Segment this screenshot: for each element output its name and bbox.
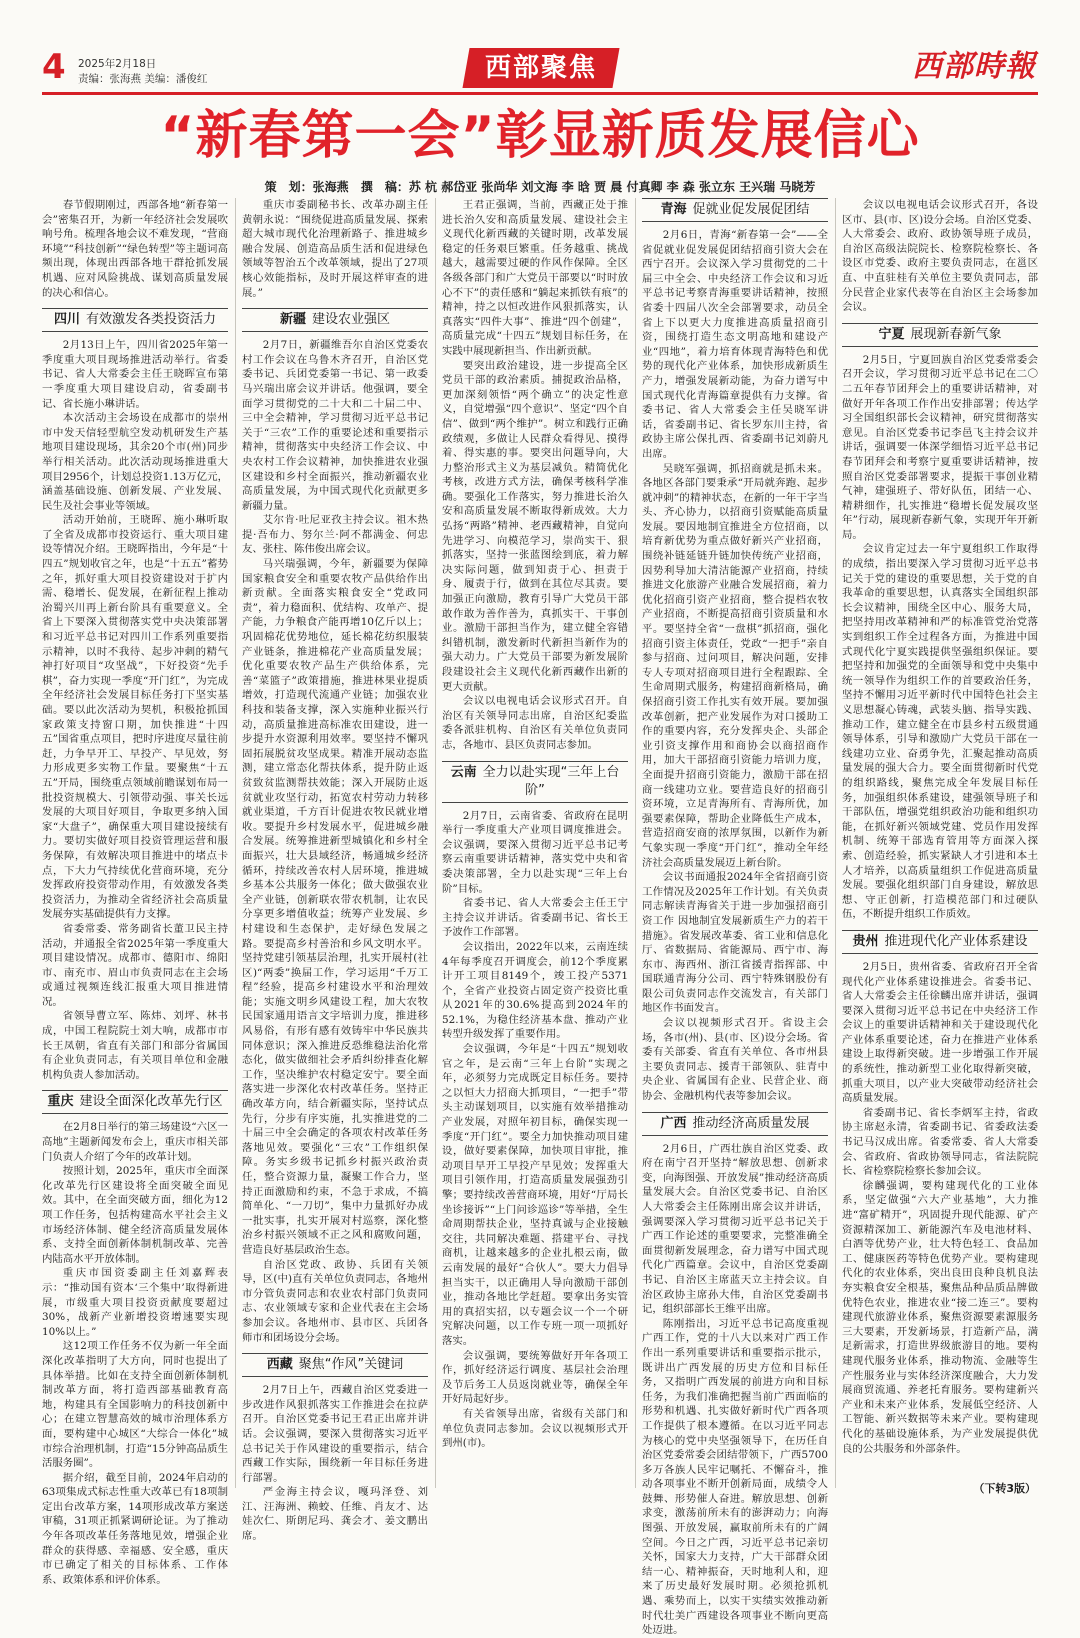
intro-paragraph: 春节假期刚过，西部各地“新春第一会”密集召开，为新一年经济社会发展吹响号角。梳理各地会议不难发现，“营商环境”“科技创新”“绿色转型”等主题词高频出现，体现出西部各地干群抢抓发展机遇、应对风险挑战、谋划高质量发展的决心和信心。 bbox=[42, 199, 228, 299]
paragraph: 自治区党政、政协、兵团有关领导，区(中)直有关单位负责同志，各地州市分管负责同志和农业农村部门负责同志、农业领域专家和企业代表在主会场参加会议。各地州市、县市区、兵团各师市和团场设分会场。 bbox=[242, 1258, 428, 1344]
column-5 bbox=[842, 198, 1038, 1488]
paragraph: 2月5日，宁夏回族自治区党委常委会召开会议，学习贯彻习近平总书记在二〇二五年春节团拜会上的重要讲话精神，对做好开年各项工作作出安排部署；传达学习全国组织部长会议精神，研究贯彻落实意见。自治区党委书记李邑飞主持会议并讲话，强调要一体深学细悟习近平总书记春节团拜会和考察宁夏重要讲话精神，按照自治区党委部署要求，提振干事创业精气神，建强班子、带好队伍，团结一心、精耕细作，扎实推进“稳增长促发展攻坚年”行动，展现新春新气象，实现开年开新局。 bbox=[842, 353, 1038, 541]
main-headline: “新春第一会”彰显新质发展信心 bbox=[160, 106, 920, 166]
paragraph: 2月13日上午，四川省2025年第一季度重大项目现场推进活动举行。省委书记、省人大常委会主任王晓晖宣布第一季度重大项目建设启动，省委副书记、省长施小琳讲话。 bbox=[42, 339, 228, 410]
paragraph: 活动开始前，王晓晖、施小琳听取了全省及成都市投资运行、重大项目建设等情况介绍。王晓晖指出，今年是“十四五”规划收官之年，也是“十五五”蓄势之年，抓好重大项目投资建设对于扩内需、稳增长、促发展，在新征程上推动治蜀兴川再上新台阶具有重要意义。全省上下要深入贯彻落实党中央决策部署和习近平总书记对四川工作系列重要指示精神，以时不我待、起步冲刺的精气神打好项目“攻坚战”，下好投资“先手棋”，奋力实现一季度“开门红”，为完成全年经济社会发展目标任务打下坚实基础。要以此次活动为契机，积极抢抓国家政策支持窗口期，加快推进“十四五”国省重点项目，把时序进度尽量往前赶，力争早开工、早投产、早见效，努力形成更多实物工作量。要聚焦“十五五”开局，围绕重点领域前瞻谋划布局一批投资规模大、引领带动强、事关长远发展的大项目好项目，争取更多纳入国家“大盘子”，确保重大项目建设接续有力。要切实做好项目投资管理运营和服务保障，有效解决项目推进中的堵点卡点，下大力气持续优化营商环境，充分发挥政府投资带动作用，有效激发各类投资活力，为推动全省经济社会高质量发展夯实基础提供有力支撑。 bbox=[42, 514, 228, 921]
paragraph: 2月7日，云南省委、省政府在昆明举行一季度重大产业项目调度推进会。会议强调，要深入贯彻习近平总书记考察云南重要讲话精神，落实党中央和省委决策部署，全力以赴实现“三年上台阶”目标。 bbox=[442, 809, 628, 895]
page-number: 4 bbox=[42, 47, 66, 87]
paragraph: 严金海主持会议，嘎玛泽登、刘江、汪海洲、赖蛟、任维、肖友才、达娃次仁、斯朗尼玛、龚会才、姜文鹏出席。 bbox=[242, 1486, 428, 1543]
column-divider bbox=[635, 198, 636, 1488]
column-3 bbox=[442, 198, 628, 1488]
paragraph: 会议以视频形式召开。省设主会场，各市(州)、县(市、区)设分会场。省委有关部委、省直有关单位、各市州县主要负责同志、援青干部领队、驻青中央企业、省属国有企业、民营企业、商协会、金融机构代表等参加会议。 bbox=[642, 1017, 828, 1103]
paragraph: 2月5日，贵州省委、省政府召开全省现代化产业体系建设推进会。省委书记、省人大常委会主任徐麟出席并讲话，强调要深入贯彻习近平总书记在中央经济工作会议上的重要讲话精神和关于建设现代化产业体系重要论述，奋力在推进产业体系建设上取得新突破。进一步增强工作开展的系统性，推动新型工业化取得新突破，抓重大项目，以产业大突破带动经济社会高质量发展。 bbox=[842, 960, 1038, 1105]
paragraph: 省委书记、省人大常委会主任王宁主持会议并讲话。省委副书记、省长王予波作工作部署。 bbox=[442, 897, 628, 939]
paragraph: 会议以电视电话会议形式召开，各设区市、县(市、区)设分会场。自治区党委、人大常委会、政府、政协领导班子成员，自治区高级法院院长、检察院检察长、各设区市党委、政府主要负责同志，在邕区直、中直驻桂有关单位主要负责同志，部分民营企业家代表等在自治区主会场参加会议。 bbox=[842, 199, 1038, 314]
paragraph: 要突出政治建设，进一步提高全区党员干部的政治素质。捕捉政治品格，更加深刻领悟“两个确立”的决定性意义，自觉增强“四个意识”、坚定“四个自信”、做到“两个维护”。树立和践行正确政绩观，多做让人民群众看得见、摸得着、得实惠的事。要突出问题导向，大力整治形式主义为基层减负。精简优化考核，改进方式方法，确保考核科学准确。要强化工作落实，努力推进长治久安和高质量发展不断取得新成效。大力弘扬“两路”精神、老西藏精神，自觉向先进学习、向模范学习，崇尚实干、狠抓落实，坚持一张蓝图绘到底，着力解决实际问题，做到知责于心、担责于身、履责于行，做到在其位尽其责。要加强正向激励，教育引导广大党员干部敢作敢为善作善为，真抓实干、干事创业。激励干部担当作为，建立健全容错纠错机制，激发新时代新担当新作为的强大动力。广大党员干部要为新发展阶段建设社会主义现代化新西藏作出新的更大贡献。 bbox=[442, 359, 628, 693]
section-banner bbox=[462, 48, 619, 88]
paragraph: 省领导曹立军、陈炜、刘坪、林书成，中国工程院院士刘大响，成都市市长王凤朝，省直有关部门和部分省属国有企业负责同志，有关项目单位和金融机构负责人参加活动。 bbox=[42, 1010, 228, 1081]
paragraph: 据介绍，截至目前，2024年启动的63项集成式标志性重大改革已有18项制定出台改革方案，14项形成改革方案送审稿，31项正抓紧调研论证。为了推动今年各项改革任务落地见效，增强企业群众的获得感、幸福感、安全感，重庆市已确定了相关的目标体系、工作体系、政策体系和评价体系。 bbox=[42, 1471, 228, 1586]
column-divider bbox=[235, 198, 236, 1488]
paragraph: 重庆市委副秘书长、改革办副主任黄朝永说：“围绕促进高质量发展、探索超大城市现代化治理新路子、推进城乡融合发展、创造高品质生活和促进绿色领域等智治五个改革领域，提出了27项核心效能指标，及时开展这样审查的进展。” bbox=[242, 199, 428, 299]
column-4 bbox=[642, 198, 828, 1637]
section-title: 西部聚焦 bbox=[484, 53, 597, 83]
paragraph: 2月7日上午，西藏自治区党委进一步改进作风狠抓落实工作推进会在拉萨召开。自治区党委书记王君正出席并讲话。会议强调，要深入贯彻落实习近平总书记关于作风建设的重要指示，结合西藏工作实际，围绕新一年目标任务进行部署。 bbox=[242, 1384, 428, 1484]
paragraph: 王君正强调，当前，西藏正处于推进长治久安和高质量发展、建设社会主义现代化新西藏的关键时期，改革发展稳定的任务艰巨繁重。任务越重、挑战越大，越需要过硬的作风作保障。全区各级各部门和广大党员干部要以“时时放心不下”的责任感和“躺起来抓铁有痕”的精神，持之以恒改进作风狠抓落实，认真落实“四件大事”、推进“四个创建”，高质量完成“十四五”规划目标任务，在实践中展现新担当、作出新贡献。 bbox=[442, 199, 628, 357]
subhead-sichuan: 四川 有效激发各类投资活力 bbox=[42, 308, 228, 332]
subhead-guizhou: 贵州 推进现代化产业体系建设 bbox=[842, 930, 1038, 954]
paragraph: 2月7日，新疆维吾尔自治区党委农村工作会议在乌鲁木齐召开，自治区党委书记、兵团党委第一书记、第一政委马兴瑞出席会议并讲话。他强调，要全面学习贯彻党的二十大和二十届二中、三中全会精神，学习贯彻习近平总书记关于“三农”工作的重要论述和重要指示精神，贯彻落实中央经济工作会议、中央农村工作会议精神，加快推进农业强区建设和乡村全面振兴，推动新疆农业高质量发展，为中国式现代化贡献更多新疆力量。 bbox=[242, 339, 428, 512]
column-1 bbox=[42, 198, 228, 1586]
paragraph: 会议强调，要统筹做好开年各项工作，抓好经济运行调度、基层社会治理及节后务工人员返岗就业等，确保全年开好局起好步。 bbox=[442, 1349, 628, 1406]
column-divider bbox=[435, 198, 436, 1488]
subhead-xinjiang: 新疆 建设农业强区 bbox=[242, 308, 428, 332]
writer-credits: 撰 稿：苏 杭 郝岱亚 张尚华 刘文海 李 晗 贾 晨 付真卿 李 森 张立东 王兴瑞 马晓芳 bbox=[360, 180, 816, 194]
byline bbox=[42, 178, 1038, 195]
paragraph: 2月6日，广西壮族自治区党委、政府在南宁召开坚持“解放思想、创新求变，向海图强、开放发展”推动经济高质量发展大会。自治区党委书记、自治区人大常委会主任陈刚出席会议并讲话，强调要深入学习贯彻习近平总书记关于广西工作论述的重要要求，完整准确全面贯彻新发展理念，奋力谱写中国式现代化广西篇章。会议中，自治区党委副书记、自治区主席蓝天立主持会议。自治区政协主席孙大伟，自治区党委副书记，组织部部长王维平出席。 bbox=[642, 1142, 828, 1316]
subhead-yunnan: 云南 全力以赴实现“三年上台阶” bbox=[442, 761, 628, 803]
paragraph: 艾尔肯·吐尼亚孜主持会议。祖木热提·吾布力、努尔兰·阿不都满金、何忠友、张柱、陈伟俊出席会议。 bbox=[242, 514, 428, 556]
paragraph: 本次活动主会场设在成都市的崇州市中发天信轻型航空发动机研发生产基地项目建设现场，其余20个市(州)同步举行相关活动。此次活动现场推进重大项目2956个，计划总投资1.13万亿元，涵盖基础设施、创新发展、产业发展、民生及社会事业等领域。 bbox=[42, 412, 228, 512]
subhead-chongqing: 重庆 建设全面深化改革先行区 bbox=[42, 1090, 228, 1114]
paragraph: 有关省领导出席，省级有关部门和单位负责同志参加。会议以视频形式开到州(市)。 bbox=[442, 1407, 628, 1450]
subhead-tibet: 西藏 聚焦“作风”关键词 bbox=[242, 1353, 428, 1377]
paragraph: 徐麟强调，要构建现代化的工业体系，坚定做强“六大产业基地”，大力推进“富矿精开”，巩固提升现代能源、矿产资源精深加工、新能源汽车及电池材料、白酒等优势产业，壮大特色轻工、食品加工、健康医药等特色优势产业。要构建现代化的农业体系，突出良田良种良机良法夯实粮食安全根基，聚焦品种品质品牌做优特色农业，推进农业“接二连三”。要构建现代旅游业体系，聚焦资源要素源服务三大要素，开发新场景，打造新产品，满足新需求，打造世界级旅游目的地。要构建现代服务业体系，推动物流、金融等生产性服务业与实体经济深度融合，大力发展商贸流通、养老托育服务。要构建新兴产业和未来产业体系，发展低空经济、人工智能、新兴数据等未来产业。要构建现代化的基础设施体系，为产业发展提供优良的公共服务和外部条件。 bbox=[842, 1179, 1038, 1455]
column-2 bbox=[242, 198, 428, 1543]
page-header bbox=[0, 0, 1080, 92]
paragraph: 省委常委、常务副省长董卫民主持活动，并通报全省2025年第一季度重大项目建设情况。成都市、德阳市、绵阳市、南充市、眉山市负责同志在主会场或通过视频连线汇报重大项目推进情况。 bbox=[42, 922, 228, 1008]
paragraph: 会议强调，今年是“十四五”规划收官之年，是云南“三年上台阶”实现之年，必须努力完成既定目标任务。要持之以恒大力招商大抓项目，“一把手”带头主动谋划项目，以实施有效举措推动产业发展，对照年初目标，确保实现一季度“开门红”。要全力加快推动项目建设，做好要素保障，加快项目审批，推动项目早开工早投产早见效；发挥重大项目引领作用，打造高质量发展强劲引擎；要持续改善营商环境，用好“厅局长坐诊接诉”“上门问诊巡诊”等举措，全生命周期帮扶企业，坚持真诚与企业接触交往，共同解决难题、搭建平台、寻找商机，让越来越多的企业扎根云南，做云南发展的最好“合伙人”。要大力倡导担当实干，以正确用人导向激励干部创业，推动各地比学赶超。要拿出务实管用的真招实招，以专题会议一个一个研究解决问题，以工作专班一项一项抓好落实。 bbox=[442, 1043, 628, 1347]
paragraph: 重庆市国资委副主任刘嘉辉表示：“推动国有资本‘三个集中’取得新进展，市级重大项目投资贡献度要超过30%，战新产业新增投资增速要实现10%以上。” bbox=[42, 1267, 228, 1338]
paragraph: 会议书面通报2024年全省招商引资工作情况及2025年工作计划。有关负责同志解读青海省关于进一步加强招商引资工作 因地制宜发展新质生产力的若干措施》。省发展改革委、省工业和信息化厅、省数据局、省能源局、西宁市、海东市、海西州、浙江省援青指挥部、中国联通青海分公司、西宁特殊钢股份有限公司负责同志作交流发言，有关部门地区作书面发言。 bbox=[642, 871, 828, 1015]
editor-credits: 责编：张海燕 美编：潘俊红 bbox=[78, 73, 208, 85]
paragraph: 省委副书记、省长李炳军主持，省政协主席赵永清，省委副书记、省委政法委书记马汉成出席。省委常委、省人大常委会、省政府、省政协领导同志，省法院院长、省检察院检察长参加会议。 bbox=[842, 1106, 1038, 1178]
paragraph: 在2月8日举行的第三场建设“六区一高地”主题新闻发布会上，重庆市相关部门负责人介绍了今年的改革计划。 bbox=[42, 1121, 228, 1163]
paragraph: 按照计划，2025年，重庆市全面深化改革先行区建设将全面突破全面见效。其中，在全面突破方面，细化为12项工作任务，包括构建高水平社会主义市场经济体制、健全经济高质量发展体系、支持全面创新体制机制改革、完善内陆高水平开放体制。 bbox=[42, 1165, 228, 1265]
paragraph: 陈刚指出，习近平总书记高度重视广西工作，党的十八大以来对广西工作作出一系列重要讲话和重要指示批示，既讲出广西发展的历史方位和目标任务，又指明广西发展的前进方向和目标任务，为我们准确把握当前广西面临的形势和机遇、扎实做好新时代广西各项工作提供了根本遵循。在以习近平同志为核心的党中央坚强领导下，在历任自治区党委常委会团结带领下，广西5700多万各族人民牢记嘱托、不懈奋斗，推动各项事业不断开创新局面，成绩令人鼓舞、形势催人奋进。解放思想、创新求变，激荡前所未有的澎湃动力；向海图强、开放发展，赢取前所未有的广阔空间。今日之广西，习近平总书记亲切关怀，国家大力支持，广大干部群众团结一心、精神振奋，天时地利人和，迎来了历史最好发展时期。必须抢抓机遇、乘势而上，以实干实绩实效推动新时代壮美广西建设各项事业不断向更高处迈进。 bbox=[642, 1317, 828, 1637]
paragraph: 这12项工作任务不仅为新一年全面深化改革指明了大方向，同时也提出了具体举措。比如在支持全面创新体制机制改革方面，将打造西部基础教育高地，构建具有全国影响力的科技创新中心；在建立智慧高效的城市治理体系方面，要构建中心城区“大综合一体化”城市综合治理机制，打造“15分钟高品质生活服务圈”。 bbox=[42, 1340, 228, 1470]
paragraph: 会议指出，2022年以来，云南连续4年每季度召开调度会，前12个季度累计开工项目8149个，竣工投产5371个，全省产业投资占固定资产投资比重从2021年的30.6%提高到2024年的52.1%，为稳住经济基本盘、推动产业转型升级发挥了重要作用。 bbox=[442, 940, 628, 1041]
paragraph: 2月6日，青海“新春第一会”——全省促就业促发展促团结招商引资大会在西宁召开。会议深入学习贯彻党的二十届三中全会、中央经济工作会议和习近平总书记考察青海重要讲话精神，按照省委十四届八次全会部署要求，动员全省上下以更大力度推进高质量招商引资，围绕打造生态文明高地和建设产业“四地”，着力培育体现青海特色和优势的现代化产业体系，加快形成新质生产力，增强发展新动能，为奋力谱写中国式现代化青海篇章提供有力支撑。省委书记、省人大常委会主任吴晓军讲话，省委副书记、省长罗东川主持，省政协主席公保扎西、省委副书记刘蔚凡出席。 bbox=[642, 229, 828, 460]
newspaper-masthead: 西部時報 bbox=[912, 49, 1036, 84]
subhead-guangxi: 广西 推动经济高质量发展 bbox=[642, 1112, 828, 1136]
planner-credit: 策 划：张海燕 bbox=[264, 180, 349, 194]
issue-date: 2025年2月18日 bbox=[78, 58, 157, 70]
subhead-ningxia: 宁夏 展现新春新气象 bbox=[842, 323, 1038, 347]
continued-note: （下转3版） bbox=[973, 1482, 1036, 1495]
paragraph: 会议肯定过去一年宁夏组织工作取得的成绩，指出要深入学习贯彻习近平总书记关于党的建设的重要思想，关于党的自我革命的重要思想，认真落实全国组织部长会议精神，围绕全区中心、服务大局，把坚持用改革精神和严的标准管党治党落实到组织工作全过程各方面，为推进中国式现代化宁夏实践提供坚强组织保证。要把坚持和加强党的全面领导和党中央集中统一领导作为组织工作的首要政治任务，坚持不懈用习近平新时代中国特色社会主义思想凝心铸魂，武装头脑、指导实践、推动工作，建立健全在市县乡村五级贯通领导体系，引导和激励广大党员干部在一线建功立业、奋勇争先，汇聚起推动高质量发展的强大合力。要全面贯彻新时代党的组织路线，聚焦完成全年发展目标任务，加强组织体系建设，建强领导班子和干部队伍，增强党组织政治功能和组织功能，在抓好新兴领域党建、党员作用发挥机制、统筹干部选育管用等方面深入探索、创造经验，抓实紧缺人才引进和本土人才培养，以高质量组织工作促进高质量发展。要强化组织部门自身建设，解放思想、守正创新，打造模范部门和过硬队伍，不断提升组织工作质效。 bbox=[842, 543, 1038, 921]
paragraph: 会议以电视电话会议形式召开。自治区有关领导同志出席，自治区纪委监委各派驻机构、自治区有关单位负责同志，各地市、县区负责同志参加。 bbox=[442, 695, 628, 751]
paragraph: 马兴瑞强调，今年，新疆要为保障国家粮食安全和重要农牧产品供给作出新贡献。全面落实粮食安全“党政同责”，着力稳面积、优结构、攻单产、提产能，力争粮食产能再增10亿斤以上；巩固棉花优势地位，延长棉花纺织服装产业链条，推进棉花产业高质量发展；优化重要农牧产品生产供给体系，完善“菜篮子”政策措施，推进林果业提质增效，打造现代流通产业链；加强农业科技和装备支撑，深入实施种业振兴行动，高质量推进高标准农田建设，进一步提升水资源利用效率。要坚持不懈巩固拓展脱贫攻坚成果。精准开展动态监测，建立常态化帮扶体系，提升防止返贫致贫监测帮扶效能；深入开展防止返贫就业攻坚行动，拓宽农村劳动力转移就业渠道，千方百计促进农牧民就业增收。要提升乡村发展水平，促进城乡融合发展。统筹推进新型城镇化和乡村全面振兴，壮大县域经济，畅通城乡经济循环，持续改善农村人居环境，推进城乡基本公共服务一体化；做大做强农业全产业链，创新联农带农机制，让农民分享更多增值收益；统筹产业发展、乡村建设和生态保护，走好绿色发展之路。要提高乡村善治和乡风文明水平。坚持党建引领基层治理，扎实开展村(社区)“两委”换届工作，学习运用“千万工程”经验，提高乡村建设水平和治理效能；实施文明乡风建设工程，加大农牧民国家通用语言文字培训力度，推进移风易俗，有形有感有效铸牢中华民族共同体意识；深入推进反恐维稳法治化常态化，做实做细社会矛盾纠纷排查化解工作，坚决维护农村稳定安宁。要全面落实进一步深化农村改革任务。坚持正确改革方向，结合新疆实际，坚持试点先行，分步有序实施，扎实推进党的二十届三中全会确定的各项农村改革任务落地见效。要强化“三农”工作组织保障。务实乡级书记抓乡村振兴政治责任，整合资源力量，凝聚工作合力，坚持正面激励和约束，不急于求成，不搞简单化、“一刀切”，集中力量抓好办成一批实事，扎实开展对村巡察，深化整治乡村振兴领域不正之风和腐败问题，营造良好基层政治生态。 bbox=[242, 558, 428, 1256]
header-rule bbox=[42, 92, 1038, 95]
subhead-qinghai: 青海 促就业促发展促团结 bbox=[642, 198, 828, 222]
column-divider bbox=[835, 198, 836, 1488]
paragraph: 吴晓军强调，抓招商就是抓未来。各地区各部门要秉承“开局就奔跑、起步就冲刺”的精神状态，在新的一年干字当头、齐心协力，以招商引资赋能高质量发展。要因地制宜推进全方位招商，以培育新优势为重点做好新兴产业招商，围绕补链延链升链加快传统产业招商，因势利导加大清洁能源产业招商，持续推进文化旅游产业融合发展招商，着力优化招商引资产业招商，整合提档农牧产业招商，不断提高招商引资质量和水平。要坚持全省“一盘棋”抓招商，强化招商引资主体责任，党政“一把手”亲自参与招商、过问项目，解决问题，安排专人专项对招商项目进行全程跟踪、全生命周期式服务，构建招商新格局，确保招商引资工作扎实有效开展。要加强改革创新，把产业发展作为对口援助工作的重要内容，充分发挥央企、头部企业引资支撑作用和商协会以商招商作用，加大干部招商引资能力培训力度，全面提升招商引资能力，激励干部在招商一线建功立业。要营造良好的招商引资环境，立足青海所有、青海所优，加强要素保障，帮助企业降低生产成本，营造招商安商的浓厚氛围，以新作为新气象实现一季度“开门红”，推动全年经济社会高质量发展迈上新台阶。 bbox=[642, 462, 828, 869]
